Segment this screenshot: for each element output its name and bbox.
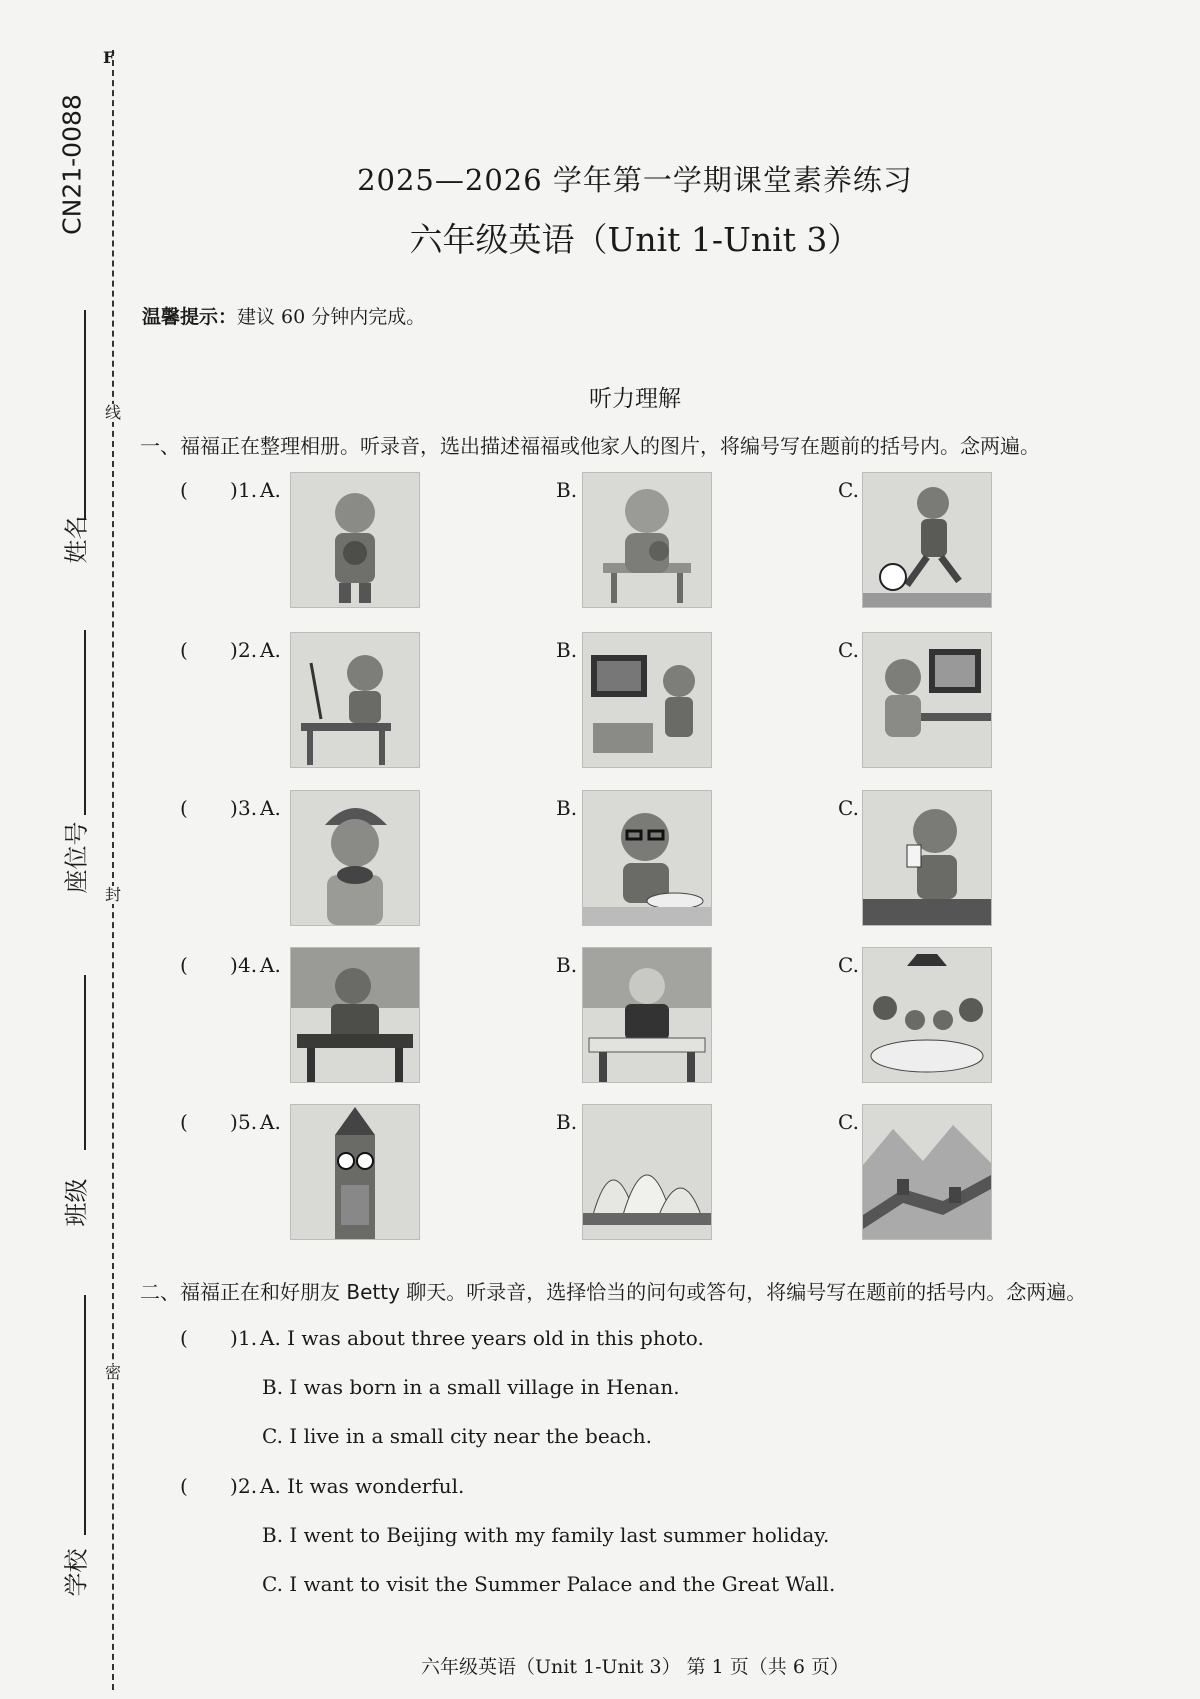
exam-title: 2025—2026 学年第一学期课堂素养练习 — [357, 163, 913, 197]
girl-with-doll-image — [582, 472, 712, 608]
part2-instruction: 二、福福正在和好朋友 Betty 聊天。听录音，选择恰当的问句或答句，将编号写在题前的括号内。念两遍。 — [140, 1280, 1087, 1304]
boy-eating-vegetables-image — [582, 790, 712, 926]
answer-bracket-open: ( — [180, 1110, 188, 1134]
answer-blank[interactable] — [192, 1472, 228, 1500]
name-underline — [84, 310, 86, 520]
answer-bracket-open: ( — [180, 1474, 188, 1498]
boy-playing-football-image — [862, 472, 992, 608]
answer-option: A. It was wonderful. — [260, 1474, 465, 1498]
answer-bracket-open: ( — [180, 796, 188, 820]
answer-bracket-open: ( — [180, 953, 188, 977]
boy-drinking-milk-image — [862, 790, 992, 926]
line-marker: 线 — [100, 404, 126, 422]
answer-bracket-close: ) — [230, 478, 238, 502]
answer-bracket-close: ) — [230, 1110, 238, 1134]
tip-text: 建议 60 分钟内完成。 — [237, 306, 426, 328]
answer-bracket-close: ) — [230, 1326, 238, 1350]
great-wall-image — [862, 1104, 992, 1240]
class-field-label: 班级 — [62, 1178, 91, 1227]
answer-blank[interactable] — [192, 636, 228, 664]
answer-option: B. I went to Beijing with my family last summer holiday. — [262, 1523, 830, 1547]
answer-bracket-close: ) — [230, 1474, 238, 1498]
woman-eating-dinner-image — [582, 947, 712, 1083]
seal-marker: 封 — [100, 886, 126, 904]
answer-option: B. I was born in a small village in Henan. — [262, 1375, 680, 1399]
exam-subtitle: 六年级英语（Unit 1-Unit 3） — [409, 220, 861, 259]
option-label: B. — [556, 478, 578, 502]
answer-option: A. I was about three years old in this photo. — [260, 1326, 704, 1350]
option-label: C. — [838, 796, 859, 820]
answer-bracket-open: ( — [180, 1326, 188, 1350]
answer-option: C. I live in a small city near the beach. — [262, 1424, 653, 1448]
paper-code: CN21-0088 — [57, 94, 87, 235]
answer-blank[interactable] — [192, 794, 228, 822]
boy-eating-hamburger-image — [290, 790, 420, 926]
answer-blank[interactable] — [192, 951, 228, 979]
question-number: 2. — [238, 1474, 258, 1498]
answer-option: C. I want to visit the Summer Palace and the Great Wall. — [262, 1572, 836, 1596]
option-label: B. — [556, 953, 578, 977]
answer-blank[interactable] — [192, 476, 228, 504]
class-underline — [84, 975, 86, 1150]
question-number: 2. — [238, 638, 258, 662]
answer-bracket-open: ( — [180, 638, 188, 662]
option-label: A. — [260, 796, 281, 820]
answer-blank[interactable] — [192, 1324, 228, 1352]
question-number: 5. — [238, 1110, 258, 1134]
option-label: C. — [838, 1110, 859, 1134]
girl-watching-tv-image — [582, 632, 712, 768]
option-label: B. — [556, 638, 578, 662]
question-number: 4. — [238, 953, 258, 977]
option-label: A. — [260, 478, 281, 502]
sydney-opera-house-image — [582, 1104, 712, 1240]
option-label: C. — [838, 638, 859, 662]
option-label: B. — [556, 1110, 578, 1134]
tip-label: 温馨提示： — [142, 306, 238, 328]
answer-bracket-open: ( — [180, 478, 188, 502]
question-number: 1. — [238, 1326, 258, 1350]
option-label: A. — [260, 638, 281, 662]
school-field-label: 学校 — [62, 1548, 91, 1597]
part1-instruction: 一、福福正在整理相册。听录音，选出描述福福或他家人的图片，将编号写在题前的括号内。念两遍。 — [140, 434, 1040, 458]
boy-with-teddy-bear-image — [290, 472, 420, 608]
option-label: A. — [260, 1110, 281, 1134]
top-mark: F — [103, 48, 115, 67]
question-number: 3. — [238, 796, 258, 820]
seat-field-label: 座位号 — [62, 821, 91, 894]
girl-doing-homework-image — [290, 632, 420, 768]
man-eating-breakfast-image — [290, 947, 420, 1083]
big-ben-image — [290, 1104, 420, 1240]
name-field-label: 姓名 — [62, 515, 91, 564]
option-label: C. — [838, 953, 859, 977]
section-title: 听力理解 — [589, 386, 681, 412]
seat-underline — [84, 630, 86, 815]
option-label: B. — [556, 796, 578, 820]
option-label: A. — [260, 953, 281, 977]
family-dinner-image — [862, 947, 992, 1083]
tip — [142, 302, 425, 329]
school-underline — [84, 1295, 86, 1535]
binding-dashed-line — [112, 50, 114, 1690]
girl-playing-computer-image — [862, 632, 992, 768]
option-label: C. — [838, 478, 859, 502]
question-number: 1. — [238, 478, 258, 502]
secret-marker: 密 — [100, 1364, 126, 1382]
answer-bracket-close: ) — [230, 638, 238, 662]
answer-bracket-close: ) — [230, 953, 238, 977]
page-footer: 六年级英语（Unit 1-Unit 3） 第 1 页（共 6 页） — [421, 1656, 849, 1678]
answer-blank[interactable] — [192, 1108, 228, 1136]
answer-bracket-close: ) — [230, 796, 238, 820]
